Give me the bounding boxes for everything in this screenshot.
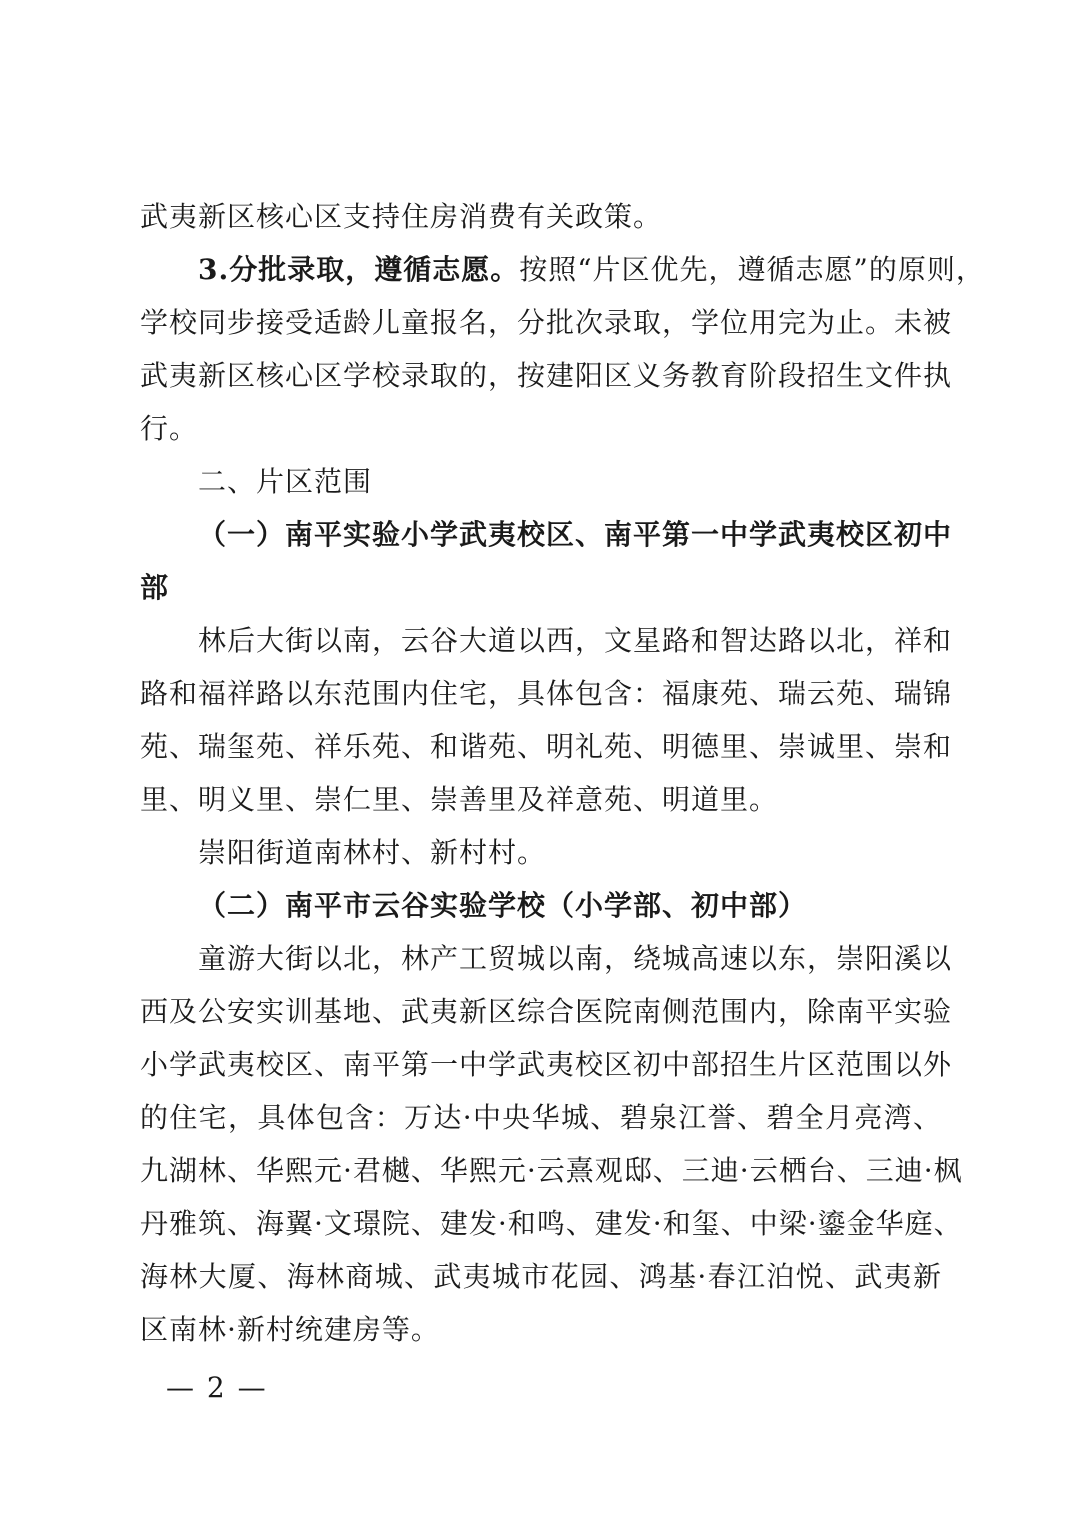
paragraph-line: 行。 <box>140 412 199 445</box>
paragraph-line <box>140 243 985 296</box>
paragraph-line: 武夷新区核心区学校录取的，按建阳区义务教育阶段招生文件执 <box>140 359 953 392</box>
subsection-heading: （二）南平市云谷实验学校（小学部、初中部） <box>198 889 808 922</box>
paragraph-line: 西及公安实训基地、武夷新区综合医院南侧范围内，除南平实验 <box>140 995 953 1028</box>
paragraph-line: 里、明义里、崇仁里、崇善里及祥意苑、明道里。 <box>140 783 779 816</box>
subsection-heading: 部 <box>140 571 170 604</box>
paragraph-line: 苑、瑞玺苑、祥乐苑、和谐苑、明礼苑、明德里、崇诚里、崇和 <box>140 730 953 763</box>
document-body <box>140 190 985 1356</box>
paragraph-line: 崇阳街道南林村、新村村。 <box>198 836 547 869</box>
paragraph-line: 小学武夷校区、南平第一中学武夷校区初中部招生片区范围以外 <box>140 1048 953 1081</box>
paragraph-line: 九湖林、华熙元·君樾、华熙元·云熹观邸、三迪·云栖台、三迪·枫 <box>140 1154 963 1187</box>
paragraph-lead-bold: 3.分批录取，遵循志愿。 <box>198 253 520 286</box>
paragraph-line: 童游大街以北，林产工贸城以南，绕城高速以东，崇阳溪以 <box>198 942 953 975</box>
paragraph-line: 海林大厦、海林商城、武夷城市花园、鸿基·春江泊悦、武夷新 <box>140 1260 942 1293</box>
paragraph-line: 学校同步接受适龄儿童报名，分批次录取，学位用完为止。未被 <box>140 306 953 339</box>
section-heading: 二、片区范围 <box>198 465 373 498</box>
subsection-heading: （一）南平实验小学武夷校区、南平第一中学武夷校区初中 <box>198 518 953 551</box>
paragraph-line: 路和福祥路以东范围内住宅，具体包含：福康苑、瑞云苑、瑞锦 <box>140 677 953 710</box>
paragraph-line: 林后大街以南，云谷大道以西，文星路和智达路以北，祥和 <box>198 624 953 657</box>
paragraph-line: 武夷新区核心区支持住房消费有关政策。 <box>140 200 663 233</box>
paragraph-line: 丹雅筑、海翼·文璟院、建发·和鸣、建发·和玺、中梁·鎏金华庭、 <box>140 1207 963 1240</box>
paragraph-line: 的住宅，具体包含：万达·中央华城、碧泉江誉、碧全月亮湾、 <box>140 1101 942 1134</box>
paragraph-line: 区南林·新村统建房等。 <box>140 1313 440 1346</box>
page-number: — 2 — <box>166 1371 268 1404</box>
paragraph-line-text: 按照“片区优先，遵循志愿”的原则， <box>519 253 985 286</box>
